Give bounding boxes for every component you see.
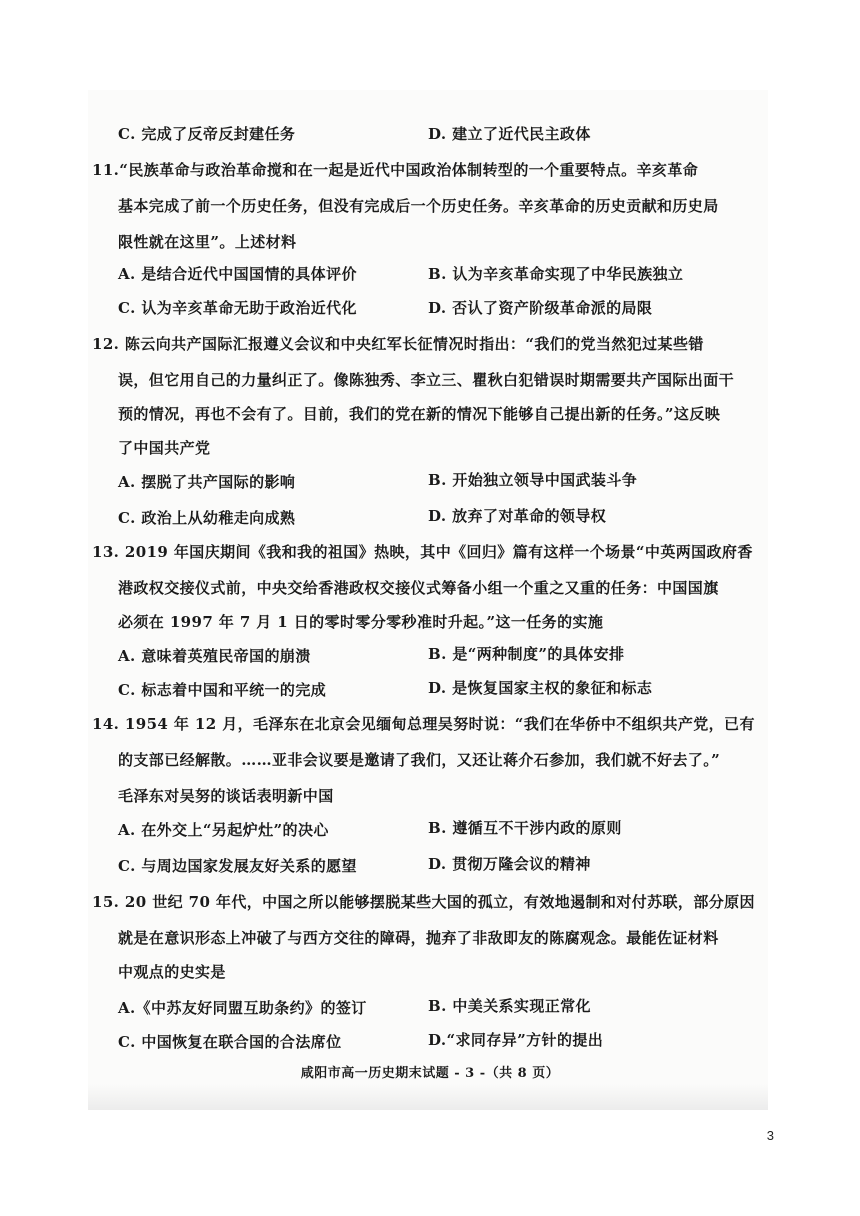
q14-stem-line-1: 14. 1954 年 12 月，毛泽东在北京会见缅甸总理吴努时说：“我们在华侨中不组织共产党，已有 <box>92 715 755 733</box>
q12-option-c: C. 政治上从幼稚走向成熟 <box>118 509 296 527</box>
q14-option-d: D. 贯彻万隆会议的精神 <box>428 855 591 873</box>
q15-option-a: A.《中苏友好同盟互助条约》的签订 <box>118 999 367 1017</box>
prev-option-c: C. 完成了反帝反封建任务 <box>118 125 296 143</box>
q12-option-b: B. 开始独立领导中国武装斗争 <box>428 471 638 489</box>
q13-stem-line-3: 必须在 1997 年 7 月 1 日的零时零分零秒准时升起。”这一任务的实施 <box>118 613 604 631</box>
q11-option-a: A. 是结合近代中国国情的具体评价 <box>118 265 357 283</box>
q13-option-d: D. 是恢复国家主权的象征和标志 <box>428 679 653 697</box>
q12-stem-line-3: 预的情况，再也不会有了。目前，我们的党在新的情况下能够自己提出新的任务。”这反映 <box>118 405 721 423</box>
page-number: 3 <box>766 1128 774 1143</box>
q11-option-d: D. 否认了资产阶级革命派的局限 <box>428 299 653 317</box>
q13-stem-line-1: 13. 2019 年国庆期间《我和我的祖国》热映，其中《回归》篇有这样一个场景“中英两国政府香 <box>92 543 753 561</box>
q13-option-b: B. 是“两种制度”的具体安排 <box>428 645 625 663</box>
q11-stem-line-1: 11.“民族革命与政治革命搅和在一起是近代中国政治体制转型的一个重要特点。辛亥革命 <box>92 161 699 179</box>
q15-option-d: D.“求同存异”方针的提出 <box>428 1031 604 1049</box>
q13-stem-line-2: 港政权交接仪式前，中央交给香港政权交接仪式筹备小组一个重之又重的任务：中国国旗 <box>118 579 719 597</box>
q13-option-a: A. 意味着英殖民帝国的崩溃 <box>118 647 311 665</box>
prev-option-d: D. 建立了近代民主政体 <box>428 125 591 143</box>
exam-footer: 咸阳市高一历史期末试题 - 3 -（共 8 页） <box>300 1066 560 1081</box>
q11-option-c: C. 认为辛亥革命无助于政治近代化 <box>118 299 357 317</box>
q12-stem-line-1: 12. 陈云向共产国际汇报遵义会议和中央红军长征情况时指出：“我们的党当然犯过某些错 <box>92 335 704 353</box>
q15-option-c: C. 中国恢复在联合国的合法席位 <box>118 1033 342 1051</box>
q12-option-d: D. 放弃了对革命的领导权 <box>428 507 607 525</box>
q12-stem-line-4: 了中国共产党 <box>118 439 211 457</box>
q14-option-b: B. 遵循互不干涉内政的原则 <box>428 819 622 837</box>
q12-stem-line-2: 误，但它用自己的力量纠正了。像陈独秀、李立三、瞿秋白犯错误时期需要共产国际出面干 <box>118 371 735 389</box>
q15-option-b: B. 中美关系实现正常化 <box>428 997 591 1015</box>
q13-option-c: C. 标志着中国和平统一的完成 <box>118 681 327 699</box>
q15-stem-line-2: 就是在意识形态上冲破了与西方交往的障碍，抛弃了非敌即友的陈腐观念。最能佐证材料 <box>118 929 719 947</box>
q12-option-a: A. 摆脱了共产国际的影响 <box>118 473 296 491</box>
q15-stem-line-3: 中观点的史实是 <box>118 963 226 981</box>
q11-stem-line-3: 限性就在这里”。上述材料 <box>118 233 297 251</box>
q14-option-a: A. 在外交上“另起炉灶”的决心 <box>118 821 329 839</box>
q11-option-b: B. 认为辛亥革命实现了中华民族独立 <box>428 265 684 283</box>
q15-stem-line-1: 15. 20 世纪 70 年代，中国之所以能够摆脱某些大国的孤立，有效地遏制和对付苏联，部分原因 <box>92 893 755 911</box>
q14-stem-line-2: 的支部已经解散。……亚非会议要是邀请了我们，又还让蒋介石参加，我们就不好去了。” <box>118 751 721 769</box>
q14-option-c: C. 与周边国家发展友好关系的愿望 <box>118 857 357 875</box>
q11-stem-line-2: 基本完成了前一个历史任务，但没有完成后一个历史任务。辛亥革命的历史贡献和历史局 <box>118 197 719 215</box>
q14-stem-line-3: 毛泽东对吴努的谈话表明新中国 <box>118 787 334 805</box>
